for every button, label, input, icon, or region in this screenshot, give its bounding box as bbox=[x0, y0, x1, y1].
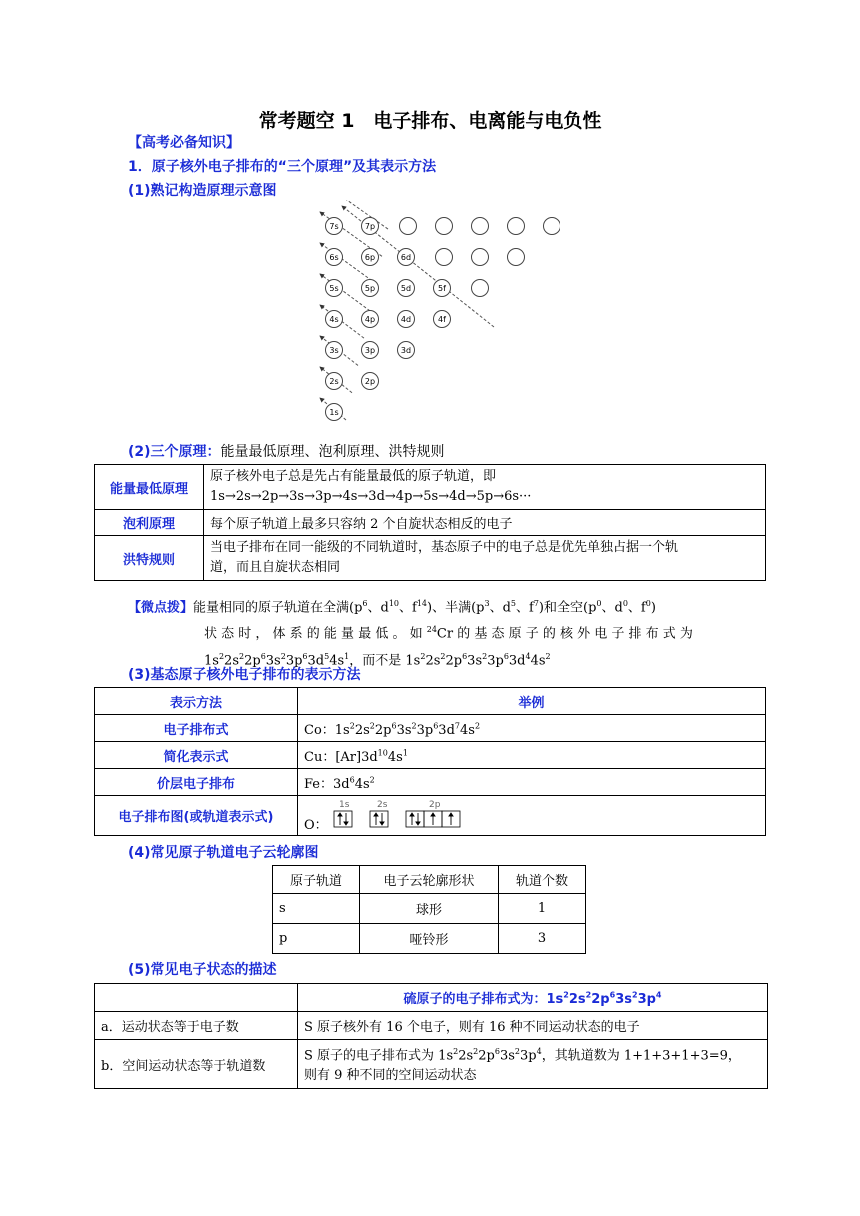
method-name: 电子排布图(或轨道表示式) bbox=[95, 796, 298, 836]
orbital-cell-label: 5p bbox=[364, 284, 376, 293]
section-heading-1: 1．原子核外电子排布的“三个原理”及其表示方法 bbox=[128, 159, 437, 175]
method-name: 简化表示式 bbox=[95, 742, 298, 769]
principle-desc-line: 1s→2s→2p→3s→3p→4s→3d→4p→5s→4d→5p→6s··· bbox=[210, 489, 532, 504]
table-cell: 1 bbox=[499, 894, 586, 924]
table-row bbox=[95, 715, 766, 742]
table-row bbox=[95, 465, 766, 510]
tip-line: 状 态 时 ， 体 系 的 能 量 最 低 。 如 $^{24}$Cr 的 基 态 原 子 的 核 外 电 子 排 布 式 为 bbox=[204, 625, 693, 642]
table-row bbox=[273, 924, 586, 954]
empty-orbital-cell bbox=[472, 280, 489, 297]
subheading-1: (1)熟记构造原理示意图 bbox=[128, 183, 277, 199]
example-prefix: O： bbox=[304, 817, 328, 833]
section-tag: 【高考必备知识】 bbox=[128, 135, 240, 151]
aufbau-diagram bbox=[310, 200, 560, 432]
table-row bbox=[273, 894, 586, 924]
cloud-table bbox=[272, 865, 586, 954]
tip-tag: 【微点拨】 bbox=[128, 600, 194, 616]
tip-text: 状 态 时 ， 体 系 的 能 量 最 低 。 如 bbox=[204, 626, 427, 642]
tip-line: $1s^22s^22p^63s^23p^63d^54s^1$，而不是 $1s^22s^22p^63s^23p^63d^44s^2$ bbox=[204, 651, 551, 668]
empty-orbital-cell bbox=[472, 249, 489, 266]
table-row bbox=[95, 769, 766, 796]
subheading-2-label: (2)三个原理： bbox=[128, 444, 221, 460]
principles-table bbox=[94, 464, 766, 581]
table-row bbox=[95, 510, 766, 536]
table-row bbox=[95, 1012, 768, 1040]
table-cell: 球形 bbox=[359, 894, 498, 924]
orbital-label-2p: 2p bbox=[428, 799, 441, 810]
orbital-cell-label: 3p bbox=[364, 346, 376, 355]
example-prefix: Co： bbox=[304, 722, 335, 738]
table-header: 硫原子的电子排布式为：$1s^22s^22p^63s^23p^4$ bbox=[298, 984, 768, 1012]
table-cell: 3 bbox=[499, 924, 586, 954]
orbital-label-1s: 1s bbox=[338, 799, 350, 810]
method-name: 价层电子排布 bbox=[95, 769, 298, 796]
state-desc: S 原子的电子排布式为 $1s^22s^22p^63s^23p^4$，其轨道数为 1+1+3+1+3=9， 则有 9 种不同的空间运动状态 bbox=[298, 1040, 768, 1089]
principle-name: 能量最低原理 bbox=[95, 465, 204, 510]
principle-desc bbox=[204, 536, 766, 581]
orbital-cell-label: 2p bbox=[364, 377, 376, 386]
principle-desc-line: 原子核外电子总是先占有能量最低的原子轨道，即 bbox=[210, 469, 497, 484]
principle-desc-line: 当电子排布在同一能级的不同轨道时，基态原子中的电子总是优先单独占据一个轨 bbox=[210, 540, 679, 555]
page-title: 常考题空 1 电子排布、电离能与电负性 bbox=[258, 110, 602, 132]
tip-note bbox=[128, 593, 768, 672]
empty-orbital-cell bbox=[400, 218, 417, 235]
table-header: 举例 bbox=[298, 688, 766, 715]
table-row bbox=[273, 866, 586, 894]
orbital-cell-label: 6p bbox=[364, 253, 376, 262]
table-cell bbox=[95, 984, 298, 1012]
orbital-cell-label: 5d bbox=[400, 284, 412, 293]
principle-desc bbox=[204, 465, 766, 510]
orbital-cell-label: 4d bbox=[400, 315, 412, 324]
state-desc-part: S 原子的电子排布式为 bbox=[304, 1048, 439, 1064]
subheading-5: (5)常见电子状态的描述 bbox=[128, 962, 277, 978]
orbital-cell-label: 4f bbox=[438, 315, 446, 324]
orbital-label-2s: 2s bbox=[376, 799, 388, 810]
principle-name: 洪特规则 bbox=[95, 536, 204, 581]
subheading-2 bbox=[128, 441, 445, 461]
subheading-4: (4)常见原子轨道电子云轮廓图 bbox=[128, 845, 319, 861]
empty-orbital-cell bbox=[472, 218, 489, 235]
subheading-2-text: 能量最低原理、泡利原理、洪特规则 bbox=[220, 444, 445, 460]
tip-text: 能量相同的原子轨道在全满(p bbox=[193, 600, 363, 616]
table-cell: p bbox=[273, 924, 360, 954]
principle-desc-line: 道，而且自旋状态相同 bbox=[210, 560, 341, 575]
principle-desc: 每个原子轨道上最多只容纳 2 个自旋状态相反的电子 bbox=[204, 510, 766, 536]
empty-orbital-cell bbox=[436, 249, 453, 266]
table-header: 电子云轮廓形状 bbox=[359, 866, 498, 894]
tip-text: Cr 的 基 态 原 子 的 核 外 电 子 排 布 式 为 bbox=[436, 626, 693, 642]
method-name: 电子排布式 bbox=[95, 715, 298, 742]
orbital-cell-label: 5s bbox=[329, 284, 339, 293]
subheading-3: (3)基态原子核外电子排布的表示方法 bbox=[128, 667, 361, 683]
table-cell: s bbox=[273, 894, 360, 924]
orbital-cell-label: 3s bbox=[329, 346, 339, 355]
example-prefix: Fe：3d bbox=[304, 776, 350, 792]
orbital-cell-label: 2s bbox=[329, 377, 339, 386]
principle-name: 泡利原理 bbox=[95, 510, 204, 536]
table-row bbox=[95, 796, 766, 836]
state-desc: S 原子核外有 16 个电子，则有 16 种不同运动状态的电子 bbox=[298, 1012, 768, 1040]
state-name: b．空间运动状态等于轨道数 bbox=[95, 1040, 298, 1089]
tip-text: ，而不是 bbox=[349, 652, 406, 668]
empty-orbital-cell bbox=[508, 249, 525, 266]
representation-table bbox=[94, 687, 766, 836]
example-prefix: Cu：[Ar]3d bbox=[304, 749, 378, 765]
state-name: a．运动状态等于电子数 bbox=[95, 1012, 298, 1040]
orbital-cell-label: 6s bbox=[329, 253, 339, 262]
orbital-cell-label: 6d bbox=[400, 253, 412, 262]
orbital-diagram bbox=[332, 799, 482, 833]
method-example: Cu：$[Ar]3d^{10}4s^1$ bbox=[298, 742, 766, 769]
table-row bbox=[95, 742, 766, 769]
empty-orbital-cell bbox=[508, 218, 525, 235]
table-row bbox=[95, 984, 768, 1012]
table-header: 表示方法 bbox=[95, 688, 298, 715]
empty-orbital-cell bbox=[544, 218, 561, 235]
table-row bbox=[95, 688, 766, 715]
tip-line: 【微点拨】能量相同的原子轨道在全满($p^6$、$d^{10}$、$f^{14}$)、半满($p^3$、$d^5$、$f^7$)和全空($p^0$、$d^0$、$f^0$) bbox=[128, 599, 656, 616]
method-example bbox=[298, 796, 766, 836]
orbital-cell-label: 1s bbox=[329, 408, 339, 417]
state-desc-part: 则有 9 种不同的空间运动状态 bbox=[304, 1068, 477, 1084]
method-example: Co：$1s^22s^22p^63s^23p^63d^74s^2$ bbox=[298, 715, 766, 742]
orbital-cell-label: 7s bbox=[329, 222, 339, 231]
table-header: 轨道个数 bbox=[499, 866, 586, 894]
orbital-cell-label: 5f bbox=[438, 284, 446, 293]
table-cell: 哑铃形 bbox=[359, 924, 498, 954]
table-header: 原子轨道 bbox=[273, 866, 360, 894]
state-desc-part: ，其轨道数为 1+1+3+1+3=9， bbox=[541, 1048, 741, 1064]
method-example: Fe：$3d^64s^2$ bbox=[298, 769, 766, 796]
orbital-cell-label: 7p bbox=[364, 222, 376, 231]
table-row bbox=[95, 1040, 768, 1089]
table-row bbox=[95, 536, 766, 581]
state-table bbox=[94, 983, 768, 1089]
empty-orbital-cell bbox=[436, 218, 453, 235]
header-prefix: 硫原子的电子排布式为： bbox=[403, 992, 547, 1007]
orbital-cell-label: 4s bbox=[329, 315, 339, 324]
orbital-cell-label: 3d bbox=[400, 346, 412, 355]
orbital-cell-label: 4p bbox=[364, 315, 376, 324]
